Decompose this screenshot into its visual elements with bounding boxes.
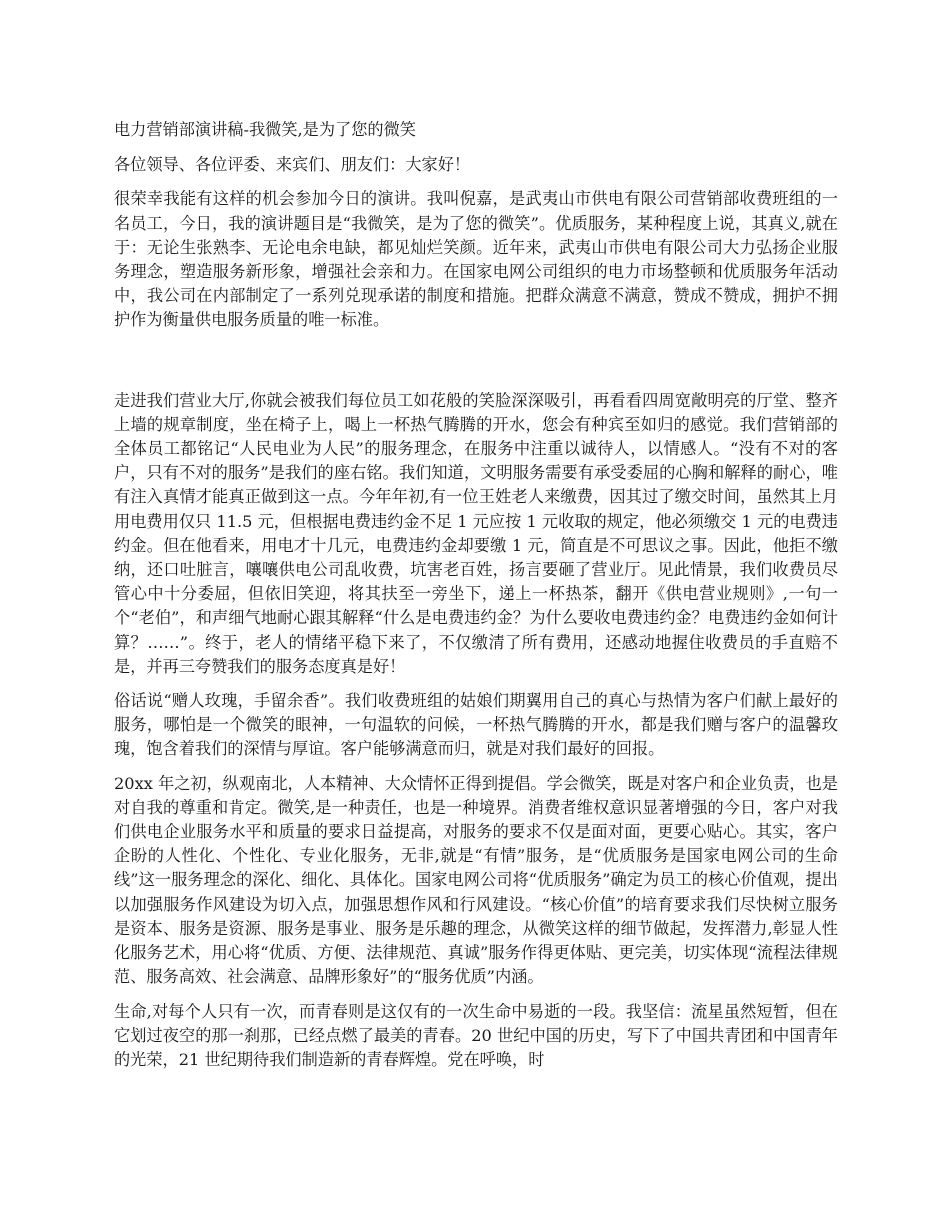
document-title: 电力营销部演讲稿-我微笑,是为了您的微笑 [114,120,416,139]
paragraph-intro: 很荣幸我能有这样的机会参加今日的演讲。我叫倪嘉，是武夷山市供电有限公司营销部收费班组的一名员工，今日，我的演讲题目是“我微笑，是为了您的微笑”。优质服务，某种程度上说，其真义,就在于：无论生张熟李、无论电余电缺，都见灿烂笑颜。近年来，武夷山市供电有限公司大力弘扬企业服务理念，塑造服务新形象，增强社会亲和力。在国家电网公司组织的电力市场整顿和优质服务年活动中，我公司在内部制定了一系列兑现承诺的制度和措施。把群众满意不满意，赞成不赞成，拥护不拥护作为衡量供电服务质量的唯一标准。 [114,189,838,330]
paragraph-service-hall: 走进我们营业大厅,你就会被我们每位员工如花般的笑脸深深吸引，再看看四周宽敞明亮的厅堂、整齐上墙的规章制度，坐在椅子上，喝上一杯热气腾腾的开水，您会有种宾至如归的感觉。我们营销部的全体员工都铭记“人民电业为人民”的服务理念，在服务中注重以诚待人，以情感人。“没有不对的客户，只有不对的服务”是我们的座右铭。我们知道，文明服务需要有承受委屈的心胸和解释的耐心，唯有注入真情才能真正做到这一点。今年年初,有一位王姓老人来缴费，因其过了缴交时间，虽然其上月用电费用仅只 11.5 元，但根据电费违约金不足 1 元应按 1 元收取的规定，他必须缴交 1 元的电费违约金。但在他看来，用电才十几元，电费违约金却要缴 1 元，简直是不可思议之事。因此，他拒不缴纳，还口吐脏言，嚷嚷供电公司乱收费，坑害老百姓，扬言要砸了营业厅。见此情景，我们收费员尽管心中十分委屈，但依旧笑迎，将其扶至一旁坐下，递上一杯热茶，翻开《供电营业规则》,一句一个“老伯”，和声细气地耐心跟其解释“什么是电费违约金？为什么要收电费违约金？电费违约金如何计算？……”。终于，老人的情绪平稳下来了，不仅缴清了所有费用，还感动地握住收费员的手直赔不是，并再三夸赞我们的服务态度真是好！ [114,390,838,676]
paragraph-roses: 俗话说“赠人玫瑰，手留余香”。我们收费班组的姑娘们期翼用自己的真心与热情为客户们献上最好的服务，哪怕是一个微笑的眼神，一句温软的问候，一杯热气腾腾的开水，都是我们赠与客户的温馨玫瑰，饱含着我们的深情与厚谊。客户能够满意而归，就是对我们最好的回报。 [114,691,838,759]
blank-gap [114,343,838,389]
greeting-paragraph: 各位领导、各位评委、来宾们、朋友们：大家好！ [114,155,471,175]
paragraph-youth: 生命,对每个人只有一次，而青春则是这仅有的一次生命中易逝的一段。我坚信：流星虽然短暂，但在它划过夜空的那一刹那，已经点燃了最美的青春。20 世纪中国的历史，写下了中国共青团和中国青年的光荣，21 世纪期待我们制造新的青春辉煌。党在呼唤，时 [114,1001,838,1069]
paragraph-smile-responsibility: 20xx 年之初，纵观南北，人本精神、大众情怀正得到提倡。学会微笑，既是对客户和企业负责，也是对自我的尊重和肯定。微笑,是一种责任，也是一种境界。消费者维权意识显著增强的今日，客户对我们供电企业服务水平和质量的要求日益提高，对服务的要求不仅是面对面，更要心贴心。其实，客户企盼的人性化、个性化、专业化服务，无非,就是“有情”服务，是“优质服务是国家电网公司的生命线”这一服务理念的深化、细化、具体化。国家电网公司将“优质服务”确定为员工的核心价值观，提出以加强服务作风建设为切入点，加强思想作风和行风建设。“核心价值”的培育要求我们尽快树立服务是资本、服务是资源、服务是事业、服务是乐趣的理念，从微笑这样的细节做起，发挥潜力,彰显人性化服务艺术，用心将“优质、方便、法律规范、真诚”服务作得更体贴、更完美，切实体现“流程法律规范、服务高效、社会满意、品牌形象好”的“服务优质”内涵。 [114,773,838,987]
document-page [114,118,838,1082]
